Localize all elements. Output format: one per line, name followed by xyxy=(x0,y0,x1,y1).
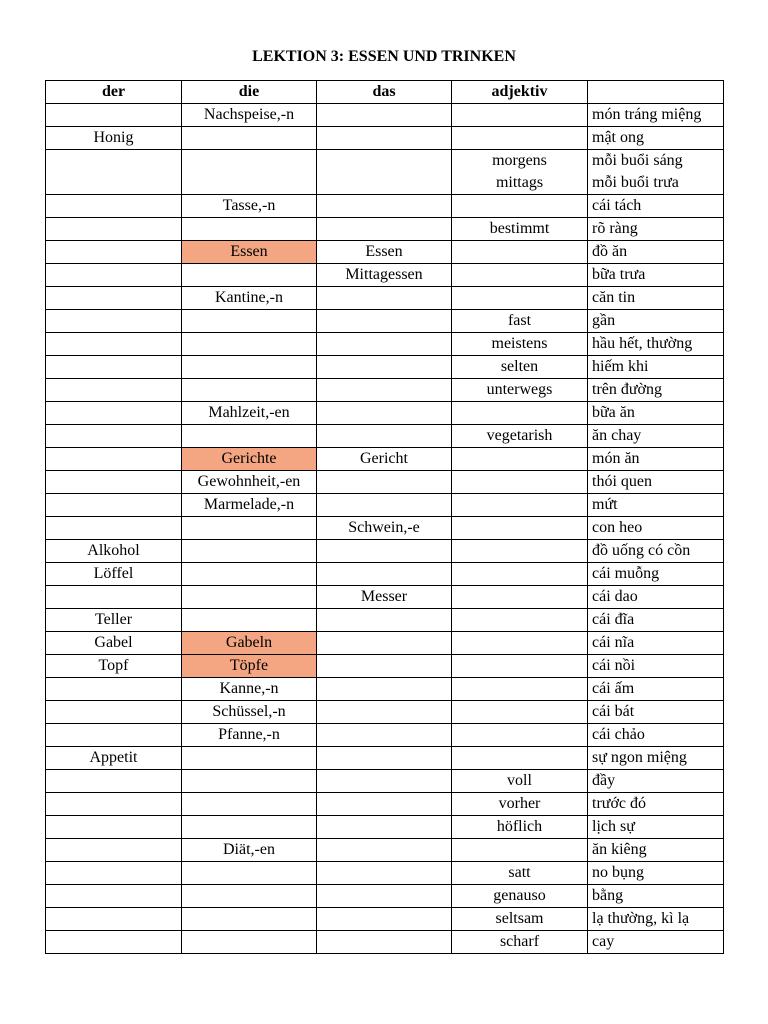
cell-der xyxy=(46,494,182,517)
table-row xyxy=(46,747,724,770)
cell-das xyxy=(317,862,452,885)
cell-translation: lịch sự xyxy=(588,816,724,839)
table-row xyxy=(46,862,724,885)
cell-das xyxy=(317,793,452,816)
cell-translation: no bụng xyxy=(588,862,724,885)
cell-der xyxy=(46,356,182,379)
cell-translation: bằng xyxy=(588,885,724,908)
cell-adjektiv xyxy=(452,517,588,540)
cell-das xyxy=(317,379,452,402)
cell-translation xyxy=(588,150,724,195)
cell-die: Essen xyxy=(182,241,317,264)
cell-das xyxy=(317,287,452,310)
cell-translation-line-1: mỗi buổi sáng xyxy=(592,152,683,169)
cell-adjektiv: unterwegs xyxy=(452,379,588,402)
cell-das xyxy=(317,885,452,908)
table-row xyxy=(46,150,724,195)
cell-die xyxy=(182,333,317,356)
cell-translation: mứt xyxy=(588,494,724,517)
cell-adjektiv xyxy=(452,701,588,724)
cell-der xyxy=(46,264,182,287)
cell-adjektiv-line-2: mittags xyxy=(495,174,544,191)
cell-adjektiv: fast xyxy=(452,310,588,333)
vocabulary-table xyxy=(45,80,724,954)
cell-translation: đồ uống có cồn xyxy=(588,540,724,563)
cell-adjektiv: meistens xyxy=(452,333,588,356)
cell-das xyxy=(317,127,452,150)
cell-das xyxy=(317,333,452,356)
cell-translation: đồ ăn xyxy=(588,241,724,264)
cell-der xyxy=(46,471,182,494)
cell-der: Honig xyxy=(46,127,182,150)
cell-adjektiv: selten xyxy=(452,356,588,379)
cell-die: Tasse,-n xyxy=(182,195,317,218)
cell-die xyxy=(182,379,317,402)
table-row xyxy=(46,356,724,379)
cell-die xyxy=(182,770,317,793)
cell-das xyxy=(317,609,452,632)
cell-das xyxy=(317,150,452,195)
cell-das xyxy=(317,908,452,931)
cell-adjektiv xyxy=(452,104,588,127)
table-row xyxy=(46,839,724,862)
cell-adjektiv xyxy=(452,655,588,678)
cell-die xyxy=(182,908,317,931)
table-row xyxy=(46,333,724,356)
cell-der xyxy=(46,816,182,839)
cell-das xyxy=(317,425,452,448)
cell-translation: món tráng miệng xyxy=(588,104,724,127)
cell-der xyxy=(46,310,182,333)
cell-der xyxy=(46,793,182,816)
cell-adjektiv: seltsam xyxy=(452,908,588,931)
table-row xyxy=(46,724,724,747)
cell-der xyxy=(46,724,182,747)
cell-die xyxy=(182,885,317,908)
cell-die: Pfanne,-n xyxy=(182,724,317,747)
cell-translation: hầu hết, thường xyxy=(588,333,724,356)
table-row xyxy=(46,885,724,908)
cell-die xyxy=(182,540,317,563)
cell-translation: sự ngon miệng xyxy=(588,747,724,770)
cell-die: Mahlzeit,-en xyxy=(182,402,317,425)
cell-adjektiv xyxy=(452,448,588,471)
cell-das xyxy=(317,471,452,494)
cell-translation: lạ thường, kì lạ xyxy=(588,908,724,931)
cell-translation: cái muỗng xyxy=(588,563,724,586)
cell-die xyxy=(182,816,317,839)
table-row xyxy=(46,770,724,793)
cell-adjektiv-line-1: morgens xyxy=(492,152,547,169)
cell-adjektiv xyxy=(452,586,588,609)
cell-translation: cái dao xyxy=(588,586,724,609)
table-row xyxy=(46,793,724,816)
cell-adjektiv xyxy=(452,747,588,770)
cell-adjektiv xyxy=(452,724,588,747)
cell-die xyxy=(182,425,317,448)
cell-die xyxy=(182,609,317,632)
cell-das xyxy=(317,724,452,747)
cell-das xyxy=(317,402,452,425)
cell-die xyxy=(182,150,317,195)
cell-translation: hiếm khi xyxy=(588,356,724,379)
cell-adjektiv xyxy=(452,150,588,195)
cell-translation: cái chảo xyxy=(588,724,724,747)
cell-die xyxy=(182,356,317,379)
cell-das xyxy=(317,356,452,379)
cell-adjektiv xyxy=(452,471,588,494)
cell-die: Marmelade,-n xyxy=(182,494,317,517)
cell-die: Nachspeise,-n xyxy=(182,104,317,127)
table-row xyxy=(46,195,724,218)
table-row xyxy=(46,127,724,150)
cell-translation: cay xyxy=(588,931,724,954)
cell-die xyxy=(182,264,317,287)
table-row xyxy=(46,609,724,632)
cell-adjektiv xyxy=(452,678,588,701)
cell-adjektiv: voll xyxy=(452,770,588,793)
cell-adjektiv xyxy=(452,264,588,287)
cell-der: Gabel xyxy=(46,632,182,655)
cell-das: Essen xyxy=(317,241,452,264)
cell-die xyxy=(182,586,317,609)
cell-der: Teller xyxy=(46,609,182,632)
cell-translation: cái đĩa xyxy=(588,609,724,632)
cell-das xyxy=(317,839,452,862)
table-row xyxy=(46,218,724,241)
cell-das xyxy=(317,701,452,724)
table-row xyxy=(46,310,724,333)
cell-der xyxy=(46,701,182,724)
cell-translation: con heo xyxy=(588,517,724,540)
cell-die xyxy=(182,747,317,770)
table-row xyxy=(46,655,724,678)
cell-die: Kanne,-n xyxy=(182,678,317,701)
table-row xyxy=(46,448,724,471)
cell-der: Löffel xyxy=(46,563,182,586)
cell-der xyxy=(46,862,182,885)
table-row xyxy=(46,540,724,563)
cell-adjektiv xyxy=(452,540,588,563)
cell-die xyxy=(182,517,317,540)
cell-der xyxy=(46,839,182,862)
cell-der xyxy=(46,770,182,793)
cell-translation: rõ ràng xyxy=(588,218,724,241)
cell-die xyxy=(182,218,317,241)
cell-adjektiv: vegetarish xyxy=(452,425,588,448)
cell-der xyxy=(46,908,182,931)
table-row xyxy=(46,586,724,609)
table-row xyxy=(46,425,724,448)
cell-translation: ăn chay xyxy=(588,425,724,448)
cell-das xyxy=(317,218,452,241)
cell-der xyxy=(46,104,182,127)
cell-adjektiv: vorher xyxy=(452,793,588,816)
cell-das xyxy=(317,770,452,793)
table-row xyxy=(46,287,724,310)
cell-adjektiv: bestimmt xyxy=(452,218,588,241)
cell-adjektiv xyxy=(452,241,588,264)
page-title: LEKTION 3: ESSEN UND TRINKEN xyxy=(252,48,516,65)
cell-die xyxy=(182,310,317,333)
cell-das xyxy=(317,931,452,954)
column-header-die: die xyxy=(182,81,317,104)
cell-die: Gewohnheit,-en xyxy=(182,471,317,494)
cell-das xyxy=(317,563,452,586)
cell-der xyxy=(46,150,182,195)
cell-die: Töpfe xyxy=(182,655,317,678)
cell-der: Appetit xyxy=(46,747,182,770)
cell-translation: cái ấm xyxy=(588,678,724,701)
table-row xyxy=(46,402,724,425)
cell-der: Alkohol xyxy=(46,540,182,563)
cell-das xyxy=(317,310,452,333)
cell-translation-line-2: mỗi buổi trưa xyxy=(592,174,679,191)
table-row xyxy=(46,517,724,540)
cell-das xyxy=(317,678,452,701)
table-row xyxy=(46,563,724,586)
cell-der xyxy=(46,448,182,471)
cell-translation: trên đường xyxy=(588,379,724,402)
cell-translation: cái bát xyxy=(588,701,724,724)
cell-das xyxy=(317,632,452,655)
cell-das xyxy=(317,655,452,678)
table-row xyxy=(46,104,724,127)
table-header-row xyxy=(46,81,724,104)
table-row xyxy=(46,632,724,655)
table-row xyxy=(46,241,724,264)
cell-adjektiv xyxy=(452,402,588,425)
cell-der xyxy=(46,287,182,310)
cell-adjektiv xyxy=(452,839,588,862)
cell-translation: ăn kiêng xyxy=(588,839,724,862)
cell-das xyxy=(317,816,452,839)
cell-adjektiv xyxy=(452,195,588,218)
cell-adjektiv xyxy=(452,287,588,310)
cell-der xyxy=(46,218,182,241)
cell-das: Messer xyxy=(317,586,452,609)
cell-der xyxy=(46,379,182,402)
cell-translation: gần xyxy=(588,310,724,333)
cell-der xyxy=(46,402,182,425)
cell-der xyxy=(46,931,182,954)
column-header-der: der xyxy=(46,81,182,104)
cell-adjektiv: höflich xyxy=(452,816,588,839)
cell-adjektiv: scharf xyxy=(452,931,588,954)
column-header-adjektiv: adjektiv xyxy=(452,81,588,104)
cell-adjektiv xyxy=(452,632,588,655)
cell-translation: cái tách xyxy=(588,195,724,218)
cell-translation: cái nồi xyxy=(588,655,724,678)
cell-die: Gabeln xyxy=(182,632,317,655)
cell-die: Kantine,-n xyxy=(182,287,317,310)
table-row xyxy=(46,816,724,839)
table-row xyxy=(46,264,724,287)
cell-translation: trước đó xyxy=(588,793,724,816)
cell-der xyxy=(46,678,182,701)
table-row xyxy=(46,678,724,701)
cell-die: Diät,-en xyxy=(182,839,317,862)
cell-adjektiv xyxy=(452,127,588,150)
cell-das: Mittagessen xyxy=(317,264,452,287)
cell-translation: cái nĩa xyxy=(588,632,724,655)
cell-das: Gericht xyxy=(317,448,452,471)
cell-das xyxy=(317,540,452,563)
cell-adjektiv xyxy=(452,494,588,517)
cell-die: Gerichte xyxy=(182,448,317,471)
cell-die xyxy=(182,862,317,885)
cell-das xyxy=(317,494,452,517)
cell-der: Topf xyxy=(46,655,182,678)
cell-translation: món ăn xyxy=(588,448,724,471)
cell-der xyxy=(46,195,182,218)
cell-adjektiv xyxy=(452,563,588,586)
table-row xyxy=(46,908,724,931)
cell-translation: căn tin xyxy=(588,287,724,310)
cell-das xyxy=(317,747,452,770)
table-row xyxy=(46,701,724,724)
cell-adjektiv xyxy=(452,609,588,632)
table-row xyxy=(46,494,724,517)
cell-die: Schüssel,-n xyxy=(182,701,317,724)
cell-die xyxy=(182,793,317,816)
cell-der xyxy=(46,425,182,448)
table-row xyxy=(46,471,724,494)
cell-translation: mật ong xyxy=(588,127,724,150)
cell-der xyxy=(46,333,182,356)
cell-translation: bữa trưa xyxy=(588,264,724,287)
table-row xyxy=(46,379,724,402)
cell-translation: thói quen xyxy=(588,471,724,494)
table-row xyxy=(46,931,724,954)
cell-translation: đầy xyxy=(588,770,724,793)
cell-translation: bữa ăn xyxy=(588,402,724,425)
cell-das xyxy=(317,195,452,218)
column-header-translation xyxy=(588,81,724,104)
cell-das xyxy=(317,104,452,127)
cell-die xyxy=(182,563,317,586)
column-header-das: das xyxy=(317,81,452,104)
cell-das: Schwein,-e xyxy=(317,517,452,540)
cell-adjektiv: genauso xyxy=(452,885,588,908)
cell-der xyxy=(46,517,182,540)
cell-die xyxy=(182,931,317,954)
table-body xyxy=(46,104,724,954)
cell-der xyxy=(46,885,182,908)
cell-adjektiv: satt xyxy=(452,862,588,885)
cell-der xyxy=(46,586,182,609)
cell-die xyxy=(182,127,317,150)
cell-der xyxy=(46,241,182,264)
